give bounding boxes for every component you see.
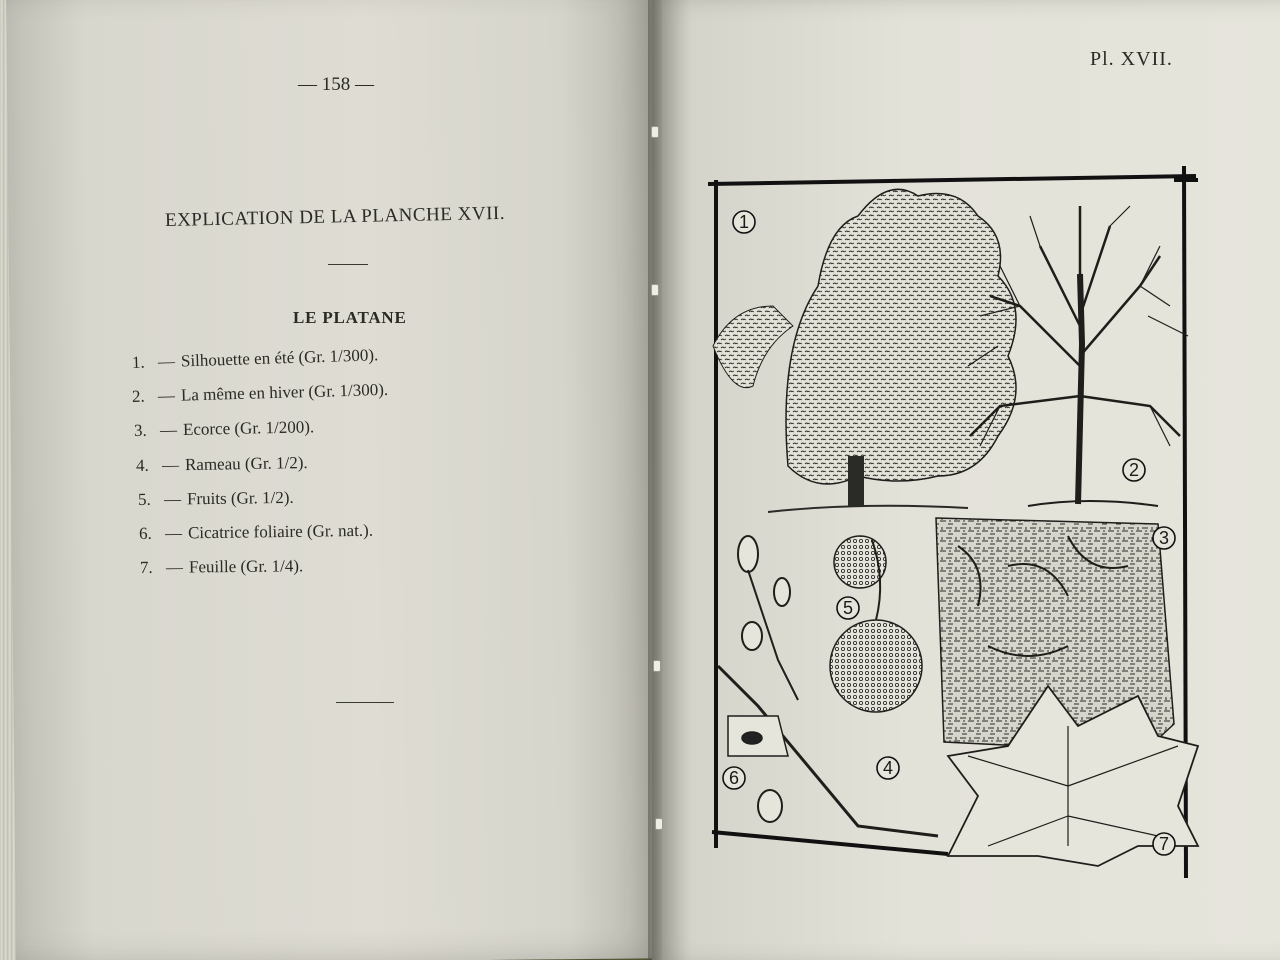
legend-item: 2. — La même en hiver (Gr. 1/300). (132, 373, 389, 414)
divider-rule (328, 264, 368, 265)
figure-number-3 (1153, 527, 1175, 549)
legend-item-text: Ecorce (Gr. 1/200). (182, 417, 315, 440)
legend-item-number: 7. (139, 557, 153, 578)
legend-item: 4. — Rameau (Gr. 1/2). (136, 444, 389, 483)
botanical-plate (708, 166, 1202, 882)
legend-item: 6. — Cicatrice foliaire (Gr. nat.). (139, 513, 389, 551)
legend-item-number: 1. (131, 352, 146, 372)
fruit-illustration (830, 536, 922, 712)
svg-text:6: 6 (728, 768, 740, 788)
legend-item-number: 2. (131, 386, 145, 407)
figure-number-6 (723, 767, 745, 789)
figure-number-5 (837, 597, 859, 619)
legend-item-text: Cicatrice foliaire (Gr. nat.). (187, 520, 374, 543)
plate-label: Pl. XVII. (1090, 48, 1173, 70)
binding-stitch (653, 660, 661, 672)
legend-item-number: 3. (133, 421, 147, 441)
svg-text:4: 4 (882, 758, 894, 778)
binding-stitch (651, 126, 659, 138)
figure-number-1 (733, 211, 755, 233)
legend-item: 5. — Fruits (Gr. 1/2). (138, 479, 389, 517)
book-gutter (648, 0, 662, 960)
plate-explanation-heading: EXPLICATION DE LA PLANCHE XVII. (164, 202, 506, 231)
legend-item: 3. — Ecorce (Gr. 1/200). (134, 409, 389, 449)
page-number: — 158 — (298, 74, 374, 95)
legend-item: 1. — Silhouette en été (Gr. 1/300). (131, 338, 388, 380)
legend-item-number: 5. (137, 489, 151, 509)
svg-text:5: 5 (842, 598, 854, 618)
summer-tree-illustration (713, 189, 1016, 512)
svg-text:1: 1 (738, 212, 750, 232)
species-heading: LE PLATANE (293, 308, 407, 327)
legend-item-text: Feuille (Gr. 1/4). (188, 556, 304, 577)
legend-item-text: Rameau (Gr. 1/2). (184, 452, 308, 474)
figure-legend-list (132, 346, 388, 585)
svg-text:7: 7 (1158, 834, 1170, 854)
legend-item-text: La même en hiver (Gr. 1/300). (180, 380, 389, 405)
legend-item: 7. — Feuille (Gr. 1/4). (140, 549, 389, 586)
end-rule (336, 702, 394, 703)
legend-item-text: Silhouette en été (Gr. 1/300). (180, 345, 379, 371)
figure-number-2 (1123, 459, 1145, 481)
figure-number-7 (1153, 833, 1175, 855)
svg-text:3: 3 (1158, 528, 1170, 548)
legend-item-number: 6. (138, 523, 152, 543)
svg-text:2: 2 (1128, 460, 1140, 480)
legend-item-text: Fruits (Gr. 1/2). (186, 487, 294, 509)
legend-item-number: 4. (135, 455, 149, 475)
binding-stitch (651, 284, 659, 296)
leaf-scar-illustration (728, 716, 788, 756)
plate-illustration (708, 166, 1202, 882)
binding-stitch (655, 818, 663, 830)
figure-number-4 (877, 757, 899, 779)
